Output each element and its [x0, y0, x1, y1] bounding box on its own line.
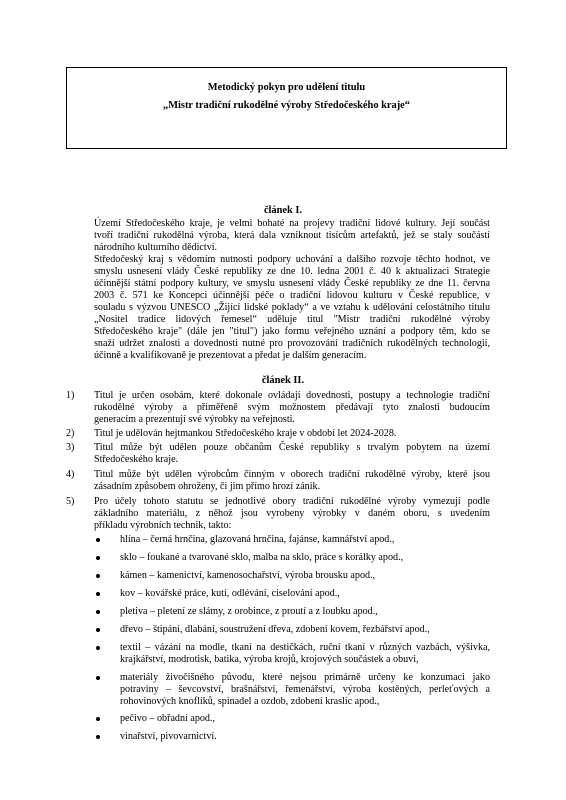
bullet-line: pečivo – obřadní apod.,: [120, 713, 216, 724]
paragraph-line: účinnější státní podpory kultury, ve smyslu usnesení vlády České republiky ze dne 11. června: [94, 278, 490, 289]
title-box: [66, 67, 507, 149]
bullet-dot: [96, 592, 100, 596]
item-line: Titul je udělován hejtmankou Středočeského kraje v období let 2024-2028.: [94, 428, 397, 439]
bullet-dot: [96, 717, 100, 721]
paragraph-line: tvoří tradiční rukodělná výroba, která dala vzniknout tisícům artefaktů, jež se staly součástí: [94, 230, 490, 241]
bullet-line: vinařství, pivovarnictví.: [120, 731, 217, 742]
bullet-dot: [96, 574, 100, 578]
item-line: zásadním způsobem ohroženy, či jim přímo hrozí zánik.: [94, 481, 321, 492]
item-number: 1): [66, 390, 75, 401]
bullet-line: potraviny – ševcovství, brašnářství, řemenářství, výroba kostěných, perleťových a: [120, 684, 490, 695]
bullet-dot: [96, 538, 100, 542]
item-number: 2): [66, 428, 75, 439]
bullet-line: kámen – kamenictví, kamenosochařství, výroba brousku apod.,: [120, 570, 376, 581]
bullet-dot: [96, 676, 100, 680]
bullet-line: hlína – černá hrnčina, glazovaná hrnčina, fajánse, kamnářství apod.,: [120, 534, 395, 545]
item-line: Titul může být udělen pouze občanům České republiky s trvalým pobytem na území: [94, 442, 490, 453]
item-line: příkladu výrobních technik, takto:: [94, 520, 232, 531]
item-line: generacím a prezentují své výrobky na veřejnosti.: [94, 414, 295, 425]
paragraph-line: smyslu usnesení vlády České republiky ze dne 10. ledna 2001 č. 40 k aktualizaci Strategie: [94, 266, 490, 277]
item-line: Pro účely tohoto statutu se jednotlivé obory tradiční rukodělné výroby vymezují podle: [94, 496, 490, 507]
paragraph-line: „Nositel tradice lidových řemesel“ uděluje titul "Mistr tradiční rukodělné výroby: [94, 314, 490, 325]
bullet-dot: [96, 556, 100, 560]
bullet-line: rohovinových knoflíků, spínadel a ozdob, zdobení kraslic apod.,: [120, 696, 380, 707]
bullet-line: krajkářství, modrotisk, batika, výroba krojů, krojových součástek a obuvi,: [120, 654, 419, 665]
item-number: 5): [66, 496, 75, 507]
item-line: Středočeského kraje.: [94, 454, 179, 465]
bullet-line: dřevo – štípání, dlabání, soustružení dřeva, zdobení kovem, řezbářství apod.,: [120, 624, 430, 635]
paragraph-line: Středočeského kraje" (dále jen "titul") jako formu veřejného uznání a podpory těm, kdo se: [94, 326, 490, 337]
bullet-line: sklo – foukané a tvarované sklo, malba na sklo, práce s korálky apod.,: [120, 552, 404, 563]
bullet-dot: [96, 646, 100, 650]
bullet-dot: [96, 610, 100, 614]
article-1-heading: článek I.: [263, 205, 303, 216]
item-number: 3): [66, 442, 75, 453]
paragraph-line: 2003 č. 571 ke Koncepci účinnější péče o tradiční lidovou kulturu v České republice, v: [94, 290, 490, 301]
paragraph-line: národního kulturního dědictví.: [94, 242, 218, 253]
article-2-heading: článek II.: [261, 375, 305, 386]
paragraph-line: souladu s výzvou UNESCO „Žijící lidské poklady“ a ve vztahu k udělování celostátního titulu: [94, 302, 490, 313]
bullet-dot: [96, 735, 100, 739]
bullet-line: pletiva – pletení ze slámy, z orobince, z proutí a z loubku apod.,: [120, 606, 378, 617]
bullet-dot: [96, 628, 100, 632]
bullet-line: kov – kovářské práce, kutí, odlévání, ciselování apod.,: [120, 588, 340, 599]
paragraph-line: snaží udržet znalosti a dovednosti nutné pro provozování tradičních rukodělných technologií,: [94, 338, 490, 349]
item-line: Titul může být udělen výrobcům činným v oborech tradiční rukodělné výroby, které jsou: [94, 469, 490, 480]
paragraph-line: Středočeský kraj s vědomím nutnosti podpory uchování a dalšího rozvoje těchto hodnot, ve: [94, 254, 490, 265]
item-line: Titul je určen osobám, které dokonale ovládají dovednosti, postupy a technologie tradiční: [94, 390, 490, 401]
paragraph-line: účinně a kvalifikovaně je prezentovat a předat je dalším generacím.: [94, 350, 367, 361]
bullet-line: materiály živočišného původu, které nejsou primárně určeny ke konzumaci jako: [120, 672, 490, 683]
item-number: 4): [66, 469, 75, 480]
document-subtitle: „Mistr tradiční rukodělné výroby Středočeského kraje“: [163, 100, 410, 111]
paragraph-line: Území Středočeského kraje, je velmi bohaté na projevy tradiční lidové kultury. Její součást: [94, 218, 490, 229]
item-line: základního materiálu, z něhož jsou vyrobeny výrobky v daném oboru, s uvedením: [94, 508, 490, 519]
document-title: Metodický pokyn pro udělení titulu: [207, 82, 366, 93]
item-line: rukodělné výroby a přiměřeně svým možnostem předávají tyto znalosti budoucím: [94, 402, 490, 413]
bullet-line: textil – vázání na modle, tkaní na destičkách, ruční tkaní v různých vazbách, výšivka,: [120, 642, 490, 653]
